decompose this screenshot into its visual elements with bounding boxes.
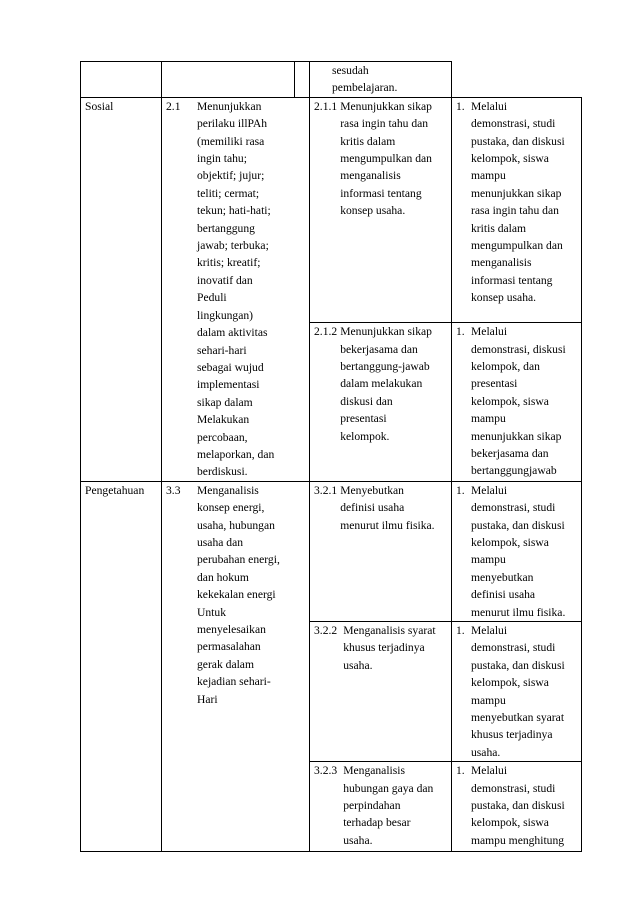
objective-number: 1. [456, 483, 465, 497]
indicator-cell [310, 481, 452, 621]
indicator-cell [310, 762, 452, 852]
table-row [81, 481, 582, 621]
kd-number: 3.3 [166, 483, 181, 497]
indicator-number: 2.1.2 [314, 325, 338, 339]
aspect-label: Pengetahuan [85, 483, 145, 497]
objective-number: 1. [456, 325, 465, 339]
objective-text: Melalui demonstrasi, studi pustaka, dan diskusi kelompok, siswa mampu menghitung [471, 764, 565, 847]
objective-cell [452, 481, 582, 621]
aspect-cell [81, 97, 162, 481]
indicator-cell [310, 622, 452, 762]
kd-number: 2.1 [166, 99, 181, 113]
objective-cell [452, 97, 582, 322]
objective-cell [452, 323, 582, 482]
table-row [81, 62, 582, 98]
aspect-cell [81, 62, 162, 98]
objective-text: Melalui demonstrasi, diskusi kelompok, dan presentasi kelompok, siswa mampu menunjukkan sikap bekerjasama dan bertanggungjawab [471, 325, 566, 478]
aspect-label: Sosial [85, 99, 114, 113]
indicator-number: 3.2.2 [314, 624, 338, 637]
indicator-number: 3.2.3 [314, 764, 338, 778]
indicator-text: Menyebutkan definisi usaha menurut ilmu fisika. [340, 483, 435, 532]
objective-text: Melalui demonstrasi, studi pustaka, dan diskusi kelompok, siswa mampu menyebutkan syarat khusus terjadinya usaha. [471, 624, 565, 759]
objective-text: Melalui demonstrasi, studi pustaka, dan diskusi kelompok, siswa mampu menunjukkan sikap rasa ingin tahu dan kritis dalam mengumpulkan dan menganalisis informasi tentang konsep usaha. [471, 99, 565, 305]
table-row [81, 97, 582, 322]
objective-number: 1. [456, 764, 465, 778]
objective-number: 1. [456, 99, 465, 113]
objective-cell [452, 762, 582, 852]
indicator-text: Menunjukkan sikap rasa ingin tahu dan kritis dalam mengumpulkan dan menganalisis informasi tentang konsep usaha. [340, 99, 432, 218]
kd-text: Menunjukkan perilaku illPAh (memiliki rasa ingin tahu; objektif; jujur; teliti; cermat; tekun; hati-hati; bertanggung jawab; terbuka; kritis; kreatif; inovatif dan Peduli lingkungan) dalam aktivitas sehari-hari sebagai wujud implementasi sikap dalam Melakukan percobaan, melaporkan, dan berdiskusi. [197, 99, 275, 479]
kd-cell [162, 97, 310, 481]
learning-indicator-table [80, 61, 582, 852]
aspect-cell [81, 481, 162, 852]
kd-cell [162, 481, 310, 852]
indicator-text: Menganalisis hubungan gaya dan perpindahan terhadap besar usaha. [343, 764, 434, 847]
kd-text: Menganalisis konsep energi, usaha, hubungan usaha dan perubahan energi, dan hokum kekekalan energi Untuk menyelesaikan permasalahan gerak dalam kejadian sehari- Hari [197, 483, 280, 706]
indicator-text: Menunjukkan sikap bekerjasama dan bertanggung-jawab dalam melakukan diskusi dan presentasi kelompok. [340, 325, 432, 443]
kd-cell [162, 62, 295, 98]
objective-number: 1. [456, 624, 465, 637]
objective-cell [452, 622, 582, 762]
objective-text: sesudah pembelajaran. [332, 64, 398, 95]
indicator-cell [310, 97, 452, 322]
indicator-cell [310, 323, 452, 482]
indicator-number: 2.1.1 [314, 99, 338, 113]
indicator-cell [310, 62, 452, 98]
indicator-text: Menganalisis syarat khusus terjadinya usaha. [343, 624, 436, 672]
empty-cell [295, 62, 310, 98]
indicator-number: 3.2.1 [314, 483, 338, 497]
objective-text: Melalui demonstrasi, studi pustaka, dan diskusi kelompok, siswa mampu menyebutkan definisi usaha menurut ilmu fisika. [471, 483, 566, 619]
